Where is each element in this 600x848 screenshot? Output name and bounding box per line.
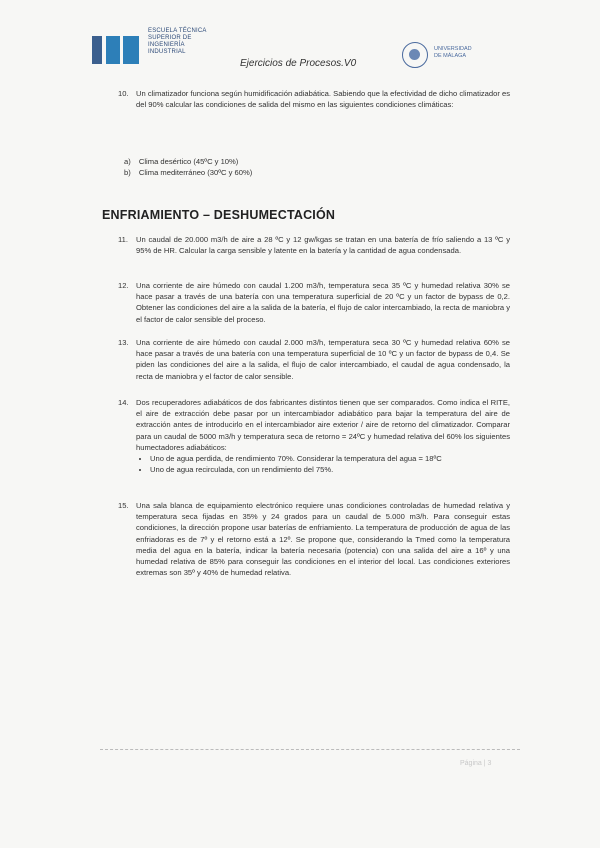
option-label: a) — [124, 157, 131, 166]
bullet-item: • Uno de agua perdida, de rendimiento 70%. Considerar la temperatura del agua = 18ºC — [150, 453, 510, 464]
exercise-text: Una corriente de aire húmedo con caudal 2.000 m3/h, temperatura seca 30 ºC y humedad relativa 60% se hace pasar a través de una batería con una temperatura superficial de 10 ºC y un factor de bypass de 0,4. Se piden las condiciones del aire a la salida, el flujo de calor intercambiado, el caudal de agua condensado, la recta de maniobra y el factor de calor sensible. — [136, 338, 510, 381]
school-line-1: ESCUELA TÉCNICA — [148, 28, 207, 34]
exercise-number: 11. — [118, 235, 128, 244]
option-b — [124, 168, 252, 179]
exercise-number: 12. — [118, 281, 129, 290]
university-seal-icon — [402, 42, 428, 68]
university-line-2: DE MÁLAGA — [434, 53, 467, 59]
section-title: ENFRIAMIENTO – DESHUMECTACIÓN — [102, 208, 336, 222]
exercise-number: 14. — [118, 398, 129, 407]
exercise-text: Una corriente de aire húmedo con caudal 1.200 m3/h, temperatura seca 35 ºC y humedad relativa 30% se hace pasar a través de una batería con una temperatura superficial de 20 ºC y un factor de bypass de 0,2. Obtener las condiciones del aire a la salida de la batería, el flujo de calor intercambiado, la recta de maniobra y el factor de calor sensible del proceso. — [136, 281, 510, 324]
option-a — [124, 157, 238, 168]
exercise-13 — [118, 337, 510, 382]
exercise-text: Un climatizador funciona según humidificación adiabática. Sabiendo que la efectividad de dicho climatizador es del 90% calcular las condiciones de salida del mismo en las siguientes condiciones climáticas: — [136, 89, 511, 110]
exercise-10 — [118, 88, 510, 110]
school-name — [148, 28, 218, 56]
exercise-text: Una sala blanca de equipamiento electrónico requiere unas condiciones controladas de humedad relativa y temperatura seca fijadas en 35% y 24 grados para un caudal de 5.000 m3/h. Para conseguir estas condiciones, la dirección propone usar baterías de enfriamiento. La temperatura de producción de agua de las enfriadoras es de 7º y el retorno está a 12º. Se propone que, considerando la Tmed como la temperatura media del agua en la batería, indicar la batería necesaria (potencia) con una salida del aire a 16º y una humedad relativa de 85% para conseguir las condiciones en el interior del local. Las condiciones exteriores extremas son 35º y 40% de humedad relativa. — [136, 501, 510, 578]
exercise-14 — [118, 397, 510, 475]
exercise-12 — [118, 280, 510, 325]
exercise-number: 10. — [118, 89, 129, 98]
option-text: Clima desértico (45ºC y 10%) — [138, 157, 239, 166]
school-line-4: INDUSTRIAL — [148, 49, 186, 55]
document-title: Ejercicios de Procesos.V0 — [240, 58, 357, 69]
school-line-2: SUPERIOR DE — [148, 35, 192, 41]
option-text: Clima mediterráneo (30ºC y 60%) — [138, 168, 253, 177]
school-emblem-icon — [86, 30, 144, 68]
exercise-number: 15. — [118, 501, 129, 510]
exercise-11 — [118, 234, 510, 256]
exercise-number: 13. — [118, 338, 129, 347]
bullet-item: • Uno de agua recirculada, con un rendimiento del 75%. — [150, 464, 510, 475]
school-line-3: INGENIERÍA — [148, 42, 185, 48]
exercise-text: Un caudal de 20.000 m3/h de aire a 28 ºC y 12 gw/kgas se tratan en una batería de frío saliendo a 13 ºC y 95% de HR. Calcular la carga sensible y latente en la batería y la cantidad de agua condensada. — [136, 235, 510, 256]
university-logo — [402, 42, 492, 72]
school-logo — [86, 28, 206, 70]
university-name — [434, 46, 472, 60]
exercise-14-bullets — [136, 453, 510, 475]
footer-divider — [100, 749, 520, 750]
exercise-text: Dos recuperadores adiabáticos de dos fabricantes distintos tienen que ser comparados. Como indica el RITE, el aire de extracción debe pasar por un intercambiador adiabático para bajar la temperatura del aire de extracción antes de introducirlo en el intercambiador aire exterior / aire de retorno del climatizador. Comparar para un caudal de 5000 m3/h y temperatura seca de retorno = 24ºC y humedad relativa del 60% los siguientes humectadores adiabáticos: — [136, 398, 510, 452]
university-line-1: UNIVERSIDAD — [434, 46, 472, 52]
page-number: Página | 3 — [460, 760, 492, 767]
option-label: b) — [124, 168, 131, 177]
exercise-15 — [118, 500, 510, 578]
